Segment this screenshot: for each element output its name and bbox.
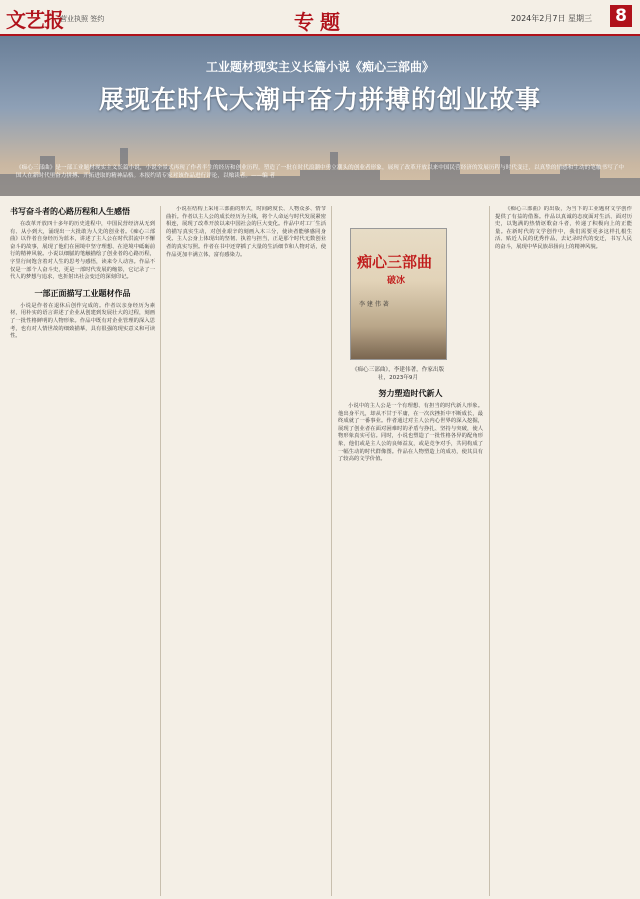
paragraph: 小说在结构上采用三部曲的形式，时间跨度长、人物众多、情节曲折。作者以主人公的成长经历为主线，将个人命运与时代发展紧密相连，展现了改革开放以来中国社会的巨大变化。作品中对工厂生活的描写真实生动，对创业艰辛的刻画入木三分，使读者能够感同身受。主人公身上体现出的坚韧、执着与担当，正是那个时代无数创业者的真实写照。作者在书中还穿插了大量的生活细节和人物对话，使作品更加丰满立体，富有感染力。 (166, 206, 326, 258)
book-cover-author: 李 建 伟 著 (359, 301, 389, 308)
column-1 (10, 206, 155, 896)
book-caption: 《痴心三部曲》，李建伟著，作家出版社，2023年9月 (351, 367, 445, 381)
section-title: 专题 (294, 10, 346, 34)
page-number: 8 (610, 5, 632, 27)
editor-intro: 《痴心三部曲》是一部工业题材现实主义长篇小说，小说全景式再现了作者半生的经历和创业历程，塑造了一批在时代浪潮中勇立潮头的创业者形象，展现了改革开放以来中国民营经济的发展历程与时代变迁，以真挚的情感和生动的笔触书写了中国人在新时代里奋力拼搏、开拓进取的精神品格。本报约请专家对该作品进行评论，以飨读者。——编 者 (16, 165, 624, 179)
headline-banner (0, 36, 640, 196)
banner-headline: 展现在时代大潮中奋力拼搏的创业故事 (98, 85, 541, 114)
masthead (0, 0, 640, 36)
paragraph: 《痴心三部曲》的出版，为当下的工业题材文学创作提供了有益的借鉴。作品以真诚的态度面对生活、面对历史，以饱满的热情讴歌奋斗者，传递了积极向上的正能量。在新时代的文学创作中，我们需要更多这样扎根生活、贴近人民的优秀作品，去记录时代的变迁，书写人民的奋斗，展现中华民族昂扬向上的精神风貌。 (495, 206, 632, 250)
banner-kicker: 工业题材现实主义长篇小说《痴心三部曲》 (205, 60, 434, 74)
column-divider (160, 206, 161, 896)
book-cover-title: 痴心三部曲 (357, 253, 433, 271)
column-2 (166, 206, 326, 896)
issue-date: 2024年2月7日 星期三 (510, 14, 592, 23)
column-3 (338, 388, 483, 888)
paragraph: 小说是作者在退休后创作完成的。作者以亲身经历为素材，用朴实的语言讲述了企业从创建到发展壮大的过程，刻画了一批性格鲜明的人物形象。作品中既有对企业管理的深入思考，也有对人情世故的细致描摹，具有很强的现实意义和可读性。 (10, 302, 155, 340)
newspaper-logo: 文艺报 (6, 8, 63, 32)
paragraph: 在改革开放四十多年的历史进程中，中国民营经济从无到有、从小到大，涌现出一大批敢为人先的创业者。《痴心三部曲》以作者自身经历为蓝本，讲述了主人公在时代洪流中不懈奋斗的故事，展现了他们在困境中坚守理想、在逆境中砥砺前行的精神风貌。小说以细腻的笔触描绘了创业者的心路历程，字里行间饱含着对人生的思考与感悟，读来令人动容。作品不仅是一部个人奋斗史，更是一部时代发展的缩影，它记录了一代人的梦想与追求，也折射出社会变迁的深刻印记。 (10, 221, 155, 281)
book-cover-image (350, 228, 447, 360)
factory-silhouette-icon (0, 126, 640, 196)
article-body (0, 198, 640, 899)
article-title-1: 书写奋斗者的心路历程和人生感悟 (10, 207, 130, 216)
masthead-subtitle: 营业执照 签约 (60, 15, 105, 23)
column-4 (495, 206, 632, 896)
book-cover-subtitle: 破冰 (387, 276, 406, 286)
subheading-2: 努力塑造时代新人 (378, 389, 443, 398)
column-divider (489, 206, 490, 896)
paragraph: 小说中的主人公是一个有理想、有担当的时代新人形象。他出身平凡，却从不甘于平庸，在一次次挫折中不断成长，最终成就了一番事业。作者通过对主人公内心世界的深入挖掘，展现了创业者在面对困难时的矛盾与挣扎、坚持与突破，使人物形象真实可信。同时，小说也塑造了一批性格各异的配角形象，他们或是主人公的良师益友，或是竞争对手，共同构成了一幅生动的时代群像图。作品在人物塑造上的成功，使其具有了较高的文学价值。 (338, 403, 483, 463)
subheading-1: 一部正面描写工业题材作品 (34, 288, 131, 298)
column-divider (331, 206, 332, 896)
